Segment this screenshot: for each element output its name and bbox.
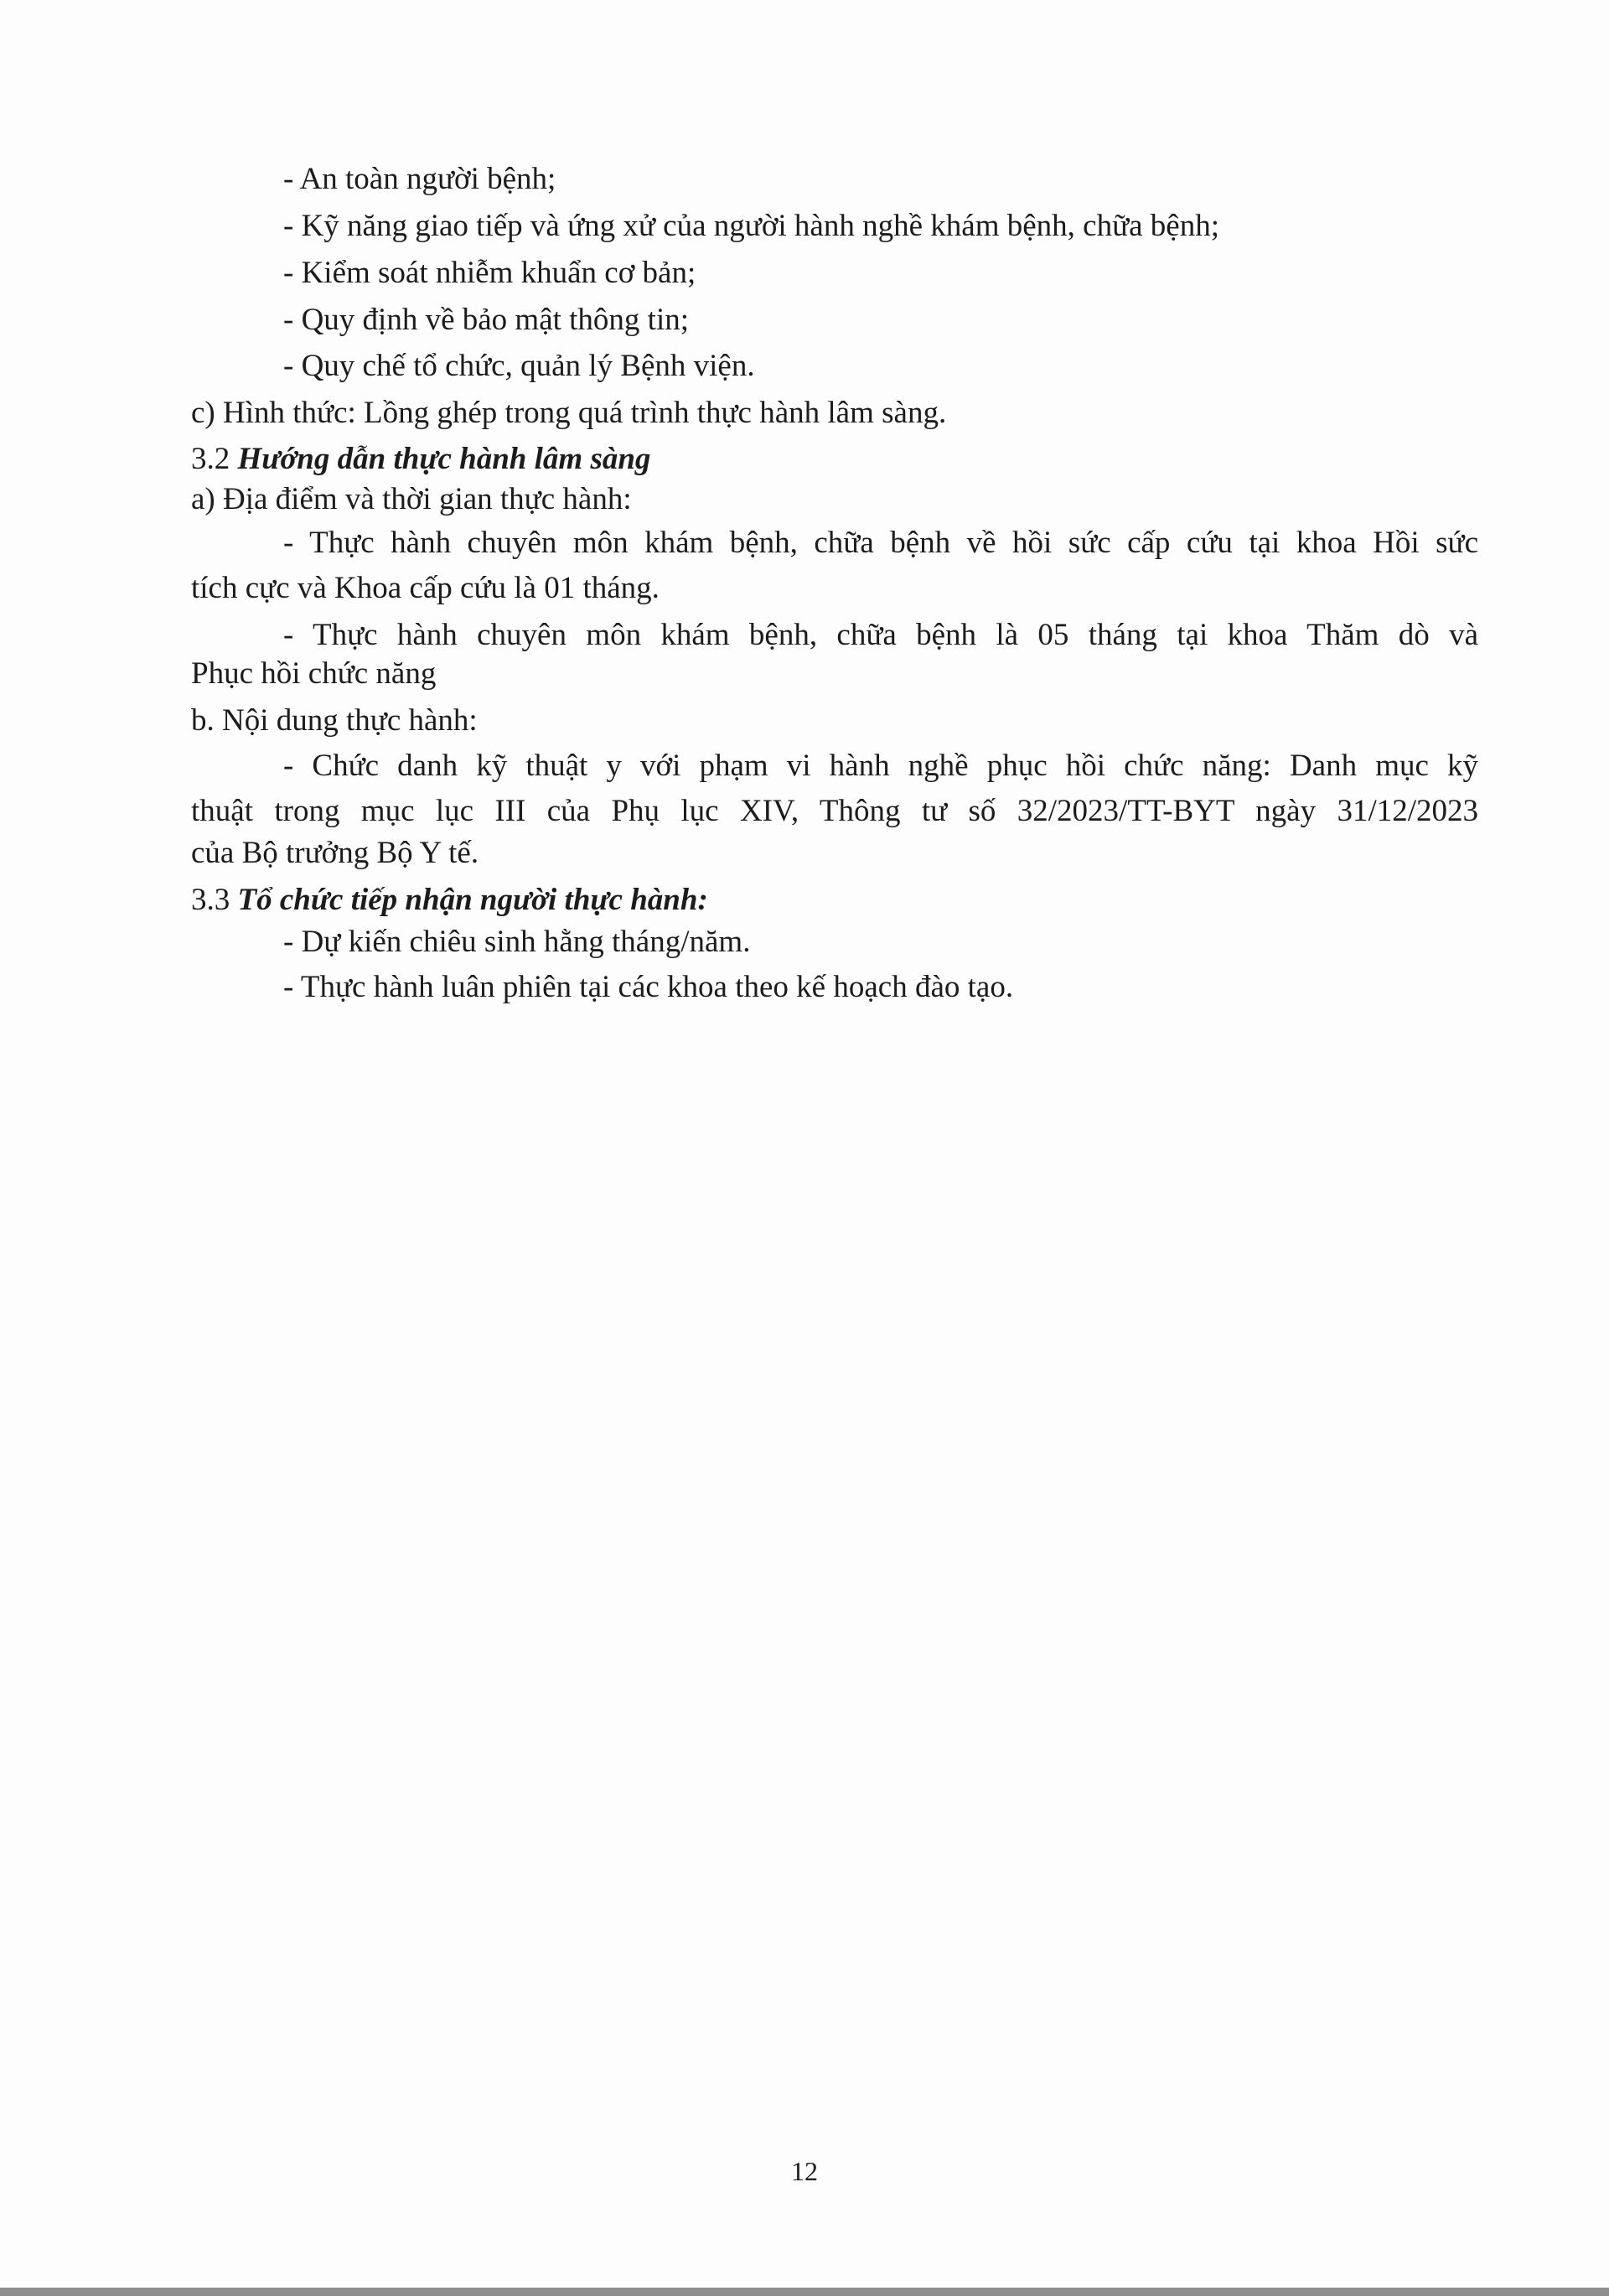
bullet-icu-practice-line-2: tích cực và Khoa cấp cứu là 01 tháng. — [191, 571, 660, 605]
item-b-content: b. Nội dung thực hành: — [191, 703, 478, 738]
bullet-rotation: - Thực hành luân phiên tại các khoa theo kế hoạch đào tạo. — [283, 970, 1014, 1004]
bullet-communication-skills: - Kỹ năng giao tiếp và ứng xử của người hành nghề khám bệnh, chữa bệnh; — [283, 209, 1219, 243]
bullet-enrollment: - Dự kiến chiêu sinh hằng tháng/năm. — [283, 925, 751, 959]
bullet-technical-title-line-2: thuật trong mục lục III của Phụ lục XIV, Thông tư số 32/2023/TT-BYT ngày 31/12/2023 — [191, 794, 1478, 828]
section-3-3-number: 3.3 — [191, 883, 230, 917]
bullet-patient-safety: - An toàn người bệnh; — [283, 162, 556, 196]
bullet-technical-title-line-3: của Bộ trưởng Bộ Y tế. — [191, 836, 479, 870]
section-3-2-heading — [191, 441, 650, 478]
bullet-hospital-regulations: - Quy chế tổ chức, quản lý Bệnh viện. — [283, 349, 755, 383]
section-3-2-number: 3.2 — [191, 442, 230, 476]
section-3-3-heading — [191, 882, 708, 919]
section-3-2-title: Hướng dẫn thực hành lâm sàng — [237, 442, 651, 476]
scan-bottom-edge — [0, 2288, 1609, 2296]
bullet-information-security: - Quy định về bảo mật thông tin; — [283, 303, 690, 337]
bullet-icu-practice-line-1: - Thực hành chuyên môn khám bệnh, chữa bệnh về hồi sức cấp cứu tại khoa Hồi sức — [283, 526, 1478, 560]
page-number: 12 — [791, 2156, 818, 2186]
bullet-rehab-practice-line-1: - Thực hành chuyên môn khám bệnh, chữa bệnh là 05 tháng tại khoa Thăm dò và — [283, 618, 1478, 652]
bullet-technical-title-line-1: - Chức danh kỹ thuật y với phạm vi hành nghề phục hồi chức năng: Danh mục kỹ — [283, 749, 1478, 783]
section-3-3-title: Tổ chức tiếp nhận người thực hành: — [237, 883, 708, 917]
item-c-format: c) Hình thức: Lồng ghép trong quá trình thực hành lâm sàng. — [191, 396, 947, 430]
bullet-rehab-practice-line-2: Phục hồi chức năng — [191, 656, 437, 691]
bullet-infection-control: - Kiểm soát nhiễm khuẩn cơ bản; — [283, 256, 696, 290]
item-a-location-time: a) Địa điểm và thời gian thực hành: — [191, 482, 632, 516]
